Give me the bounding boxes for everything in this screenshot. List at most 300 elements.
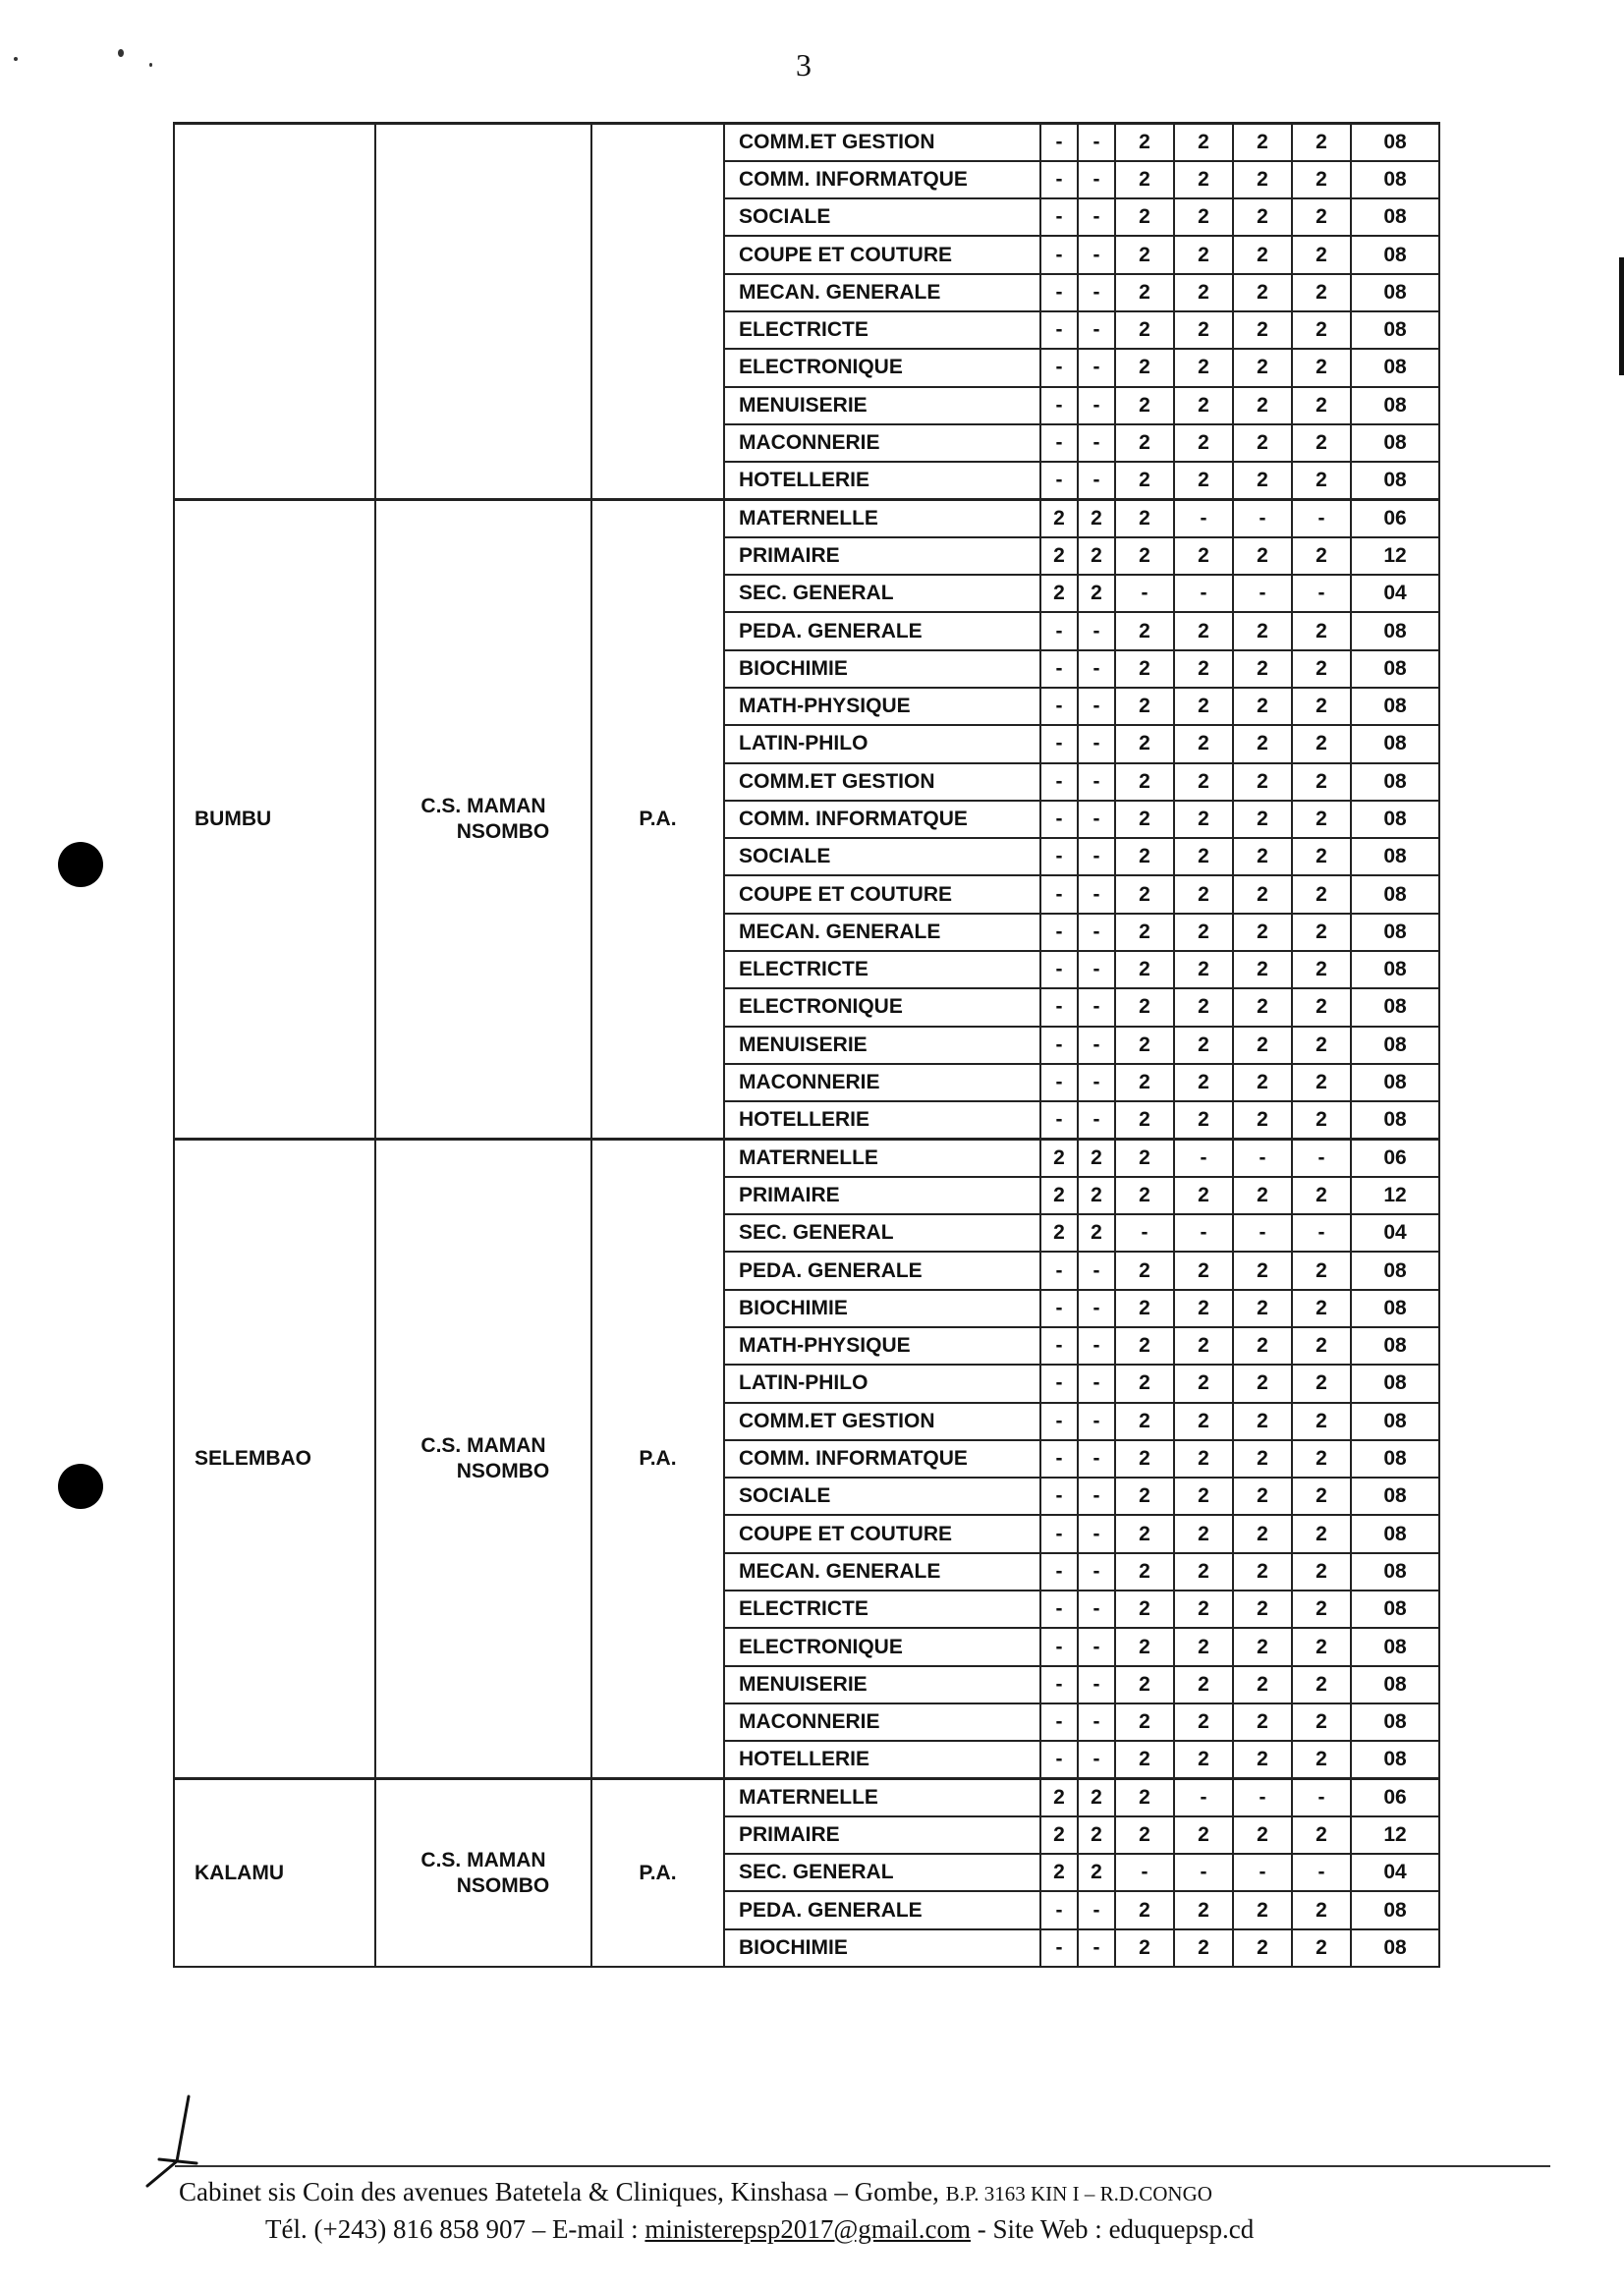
count-cell: -	[1040, 875, 1078, 913]
count-cell: -	[1078, 1929, 1115, 1967]
centre-name-line1: C.S. MAMAN	[420, 1434, 546, 1458]
count-cell: 2	[1174, 1064, 1233, 1101]
count-cell: 2	[1233, 1440, 1292, 1478]
count-cell: 2	[1233, 1252, 1292, 1289]
count-cell: 2	[1040, 1177, 1078, 1214]
count-cell: 2	[1174, 725, 1233, 762]
count-cell: 2	[1292, 1290, 1351, 1327]
count-cell: 2	[1040, 537, 1078, 575]
count-cell: 2	[1174, 1327, 1233, 1365]
count-cell: -	[1292, 1779, 1351, 1816]
count-cell: -	[1078, 612, 1115, 649]
centre-name-line1: C.S. MAMAN	[420, 794, 546, 817]
option-cell: MECAN. GENERALE	[724, 274, 1040, 311]
option-cell: COUPE ET COUTURE	[724, 236, 1040, 273]
count-cell: 2	[1292, 349, 1351, 386]
count-cell: -	[1078, 1515, 1115, 1552]
count-cell: 2	[1292, 124, 1351, 161]
option-cell: PRIMAIRE	[724, 1177, 1040, 1214]
count-cell: 2	[1292, 1553, 1351, 1591]
count-cell: -	[1040, 1591, 1078, 1628]
count-cell: -	[1040, 1666, 1078, 1703]
count-cell: -	[1040, 1252, 1078, 1289]
count-cell: 2	[1174, 462, 1233, 499]
count-cell: -	[1040, 124, 1078, 161]
total-cell: 08	[1351, 1929, 1439, 1967]
total-cell: 08	[1351, 1403, 1439, 1440]
count-cell: -	[1078, 274, 1115, 311]
count-cell: 2	[1078, 1816, 1115, 1854]
count-cell: 2	[1233, 1666, 1292, 1703]
total-cell: 06	[1351, 1140, 1439, 1177]
count-cell: -	[1078, 1365, 1115, 1402]
count-cell: 2	[1292, 763, 1351, 801]
centre-cell	[375, 1779, 591, 1967]
count-cell: 2	[1292, 1628, 1351, 1665]
count-cell: 2	[1174, 349, 1233, 386]
option-cell: SEC. GENERAL	[724, 1214, 1040, 1252]
count-cell: 2	[1115, 1553, 1174, 1591]
count-cell: -	[1078, 1403, 1115, 1440]
count-cell: -	[1233, 499, 1292, 536]
count-cell: 2	[1040, 1140, 1078, 1177]
total-cell: 08	[1351, 462, 1439, 499]
total-cell: 04	[1351, 1214, 1439, 1252]
count-cell: 2	[1233, 914, 1292, 951]
count-cell: 2	[1174, 387, 1233, 424]
option-cell: MACONNERIE	[724, 1064, 1040, 1101]
count-cell: -	[1078, 688, 1115, 725]
count-cell: -	[1174, 1214, 1233, 1252]
option-cell: BIOCHIMIE	[724, 1290, 1040, 1327]
count-cell: 2	[1115, 462, 1174, 499]
count-cell: -	[1078, 650, 1115, 688]
total-cell: 08	[1351, 688, 1439, 725]
count-cell: 2	[1233, 763, 1292, 801]
count-cell: 2	[1292, 1252, 1351, 1289]
option-cell: MECAN. GENERALE	[724, 914, 1040, 951]
type-cell: P.A.	[591, 499, 724, 1139]
count-cell: 2	[1233, 988, 1292, 1026]
count-cell: 2	[1078, 499, 1115, 536]
total-cell: 08	[1351, 914, 1439, 951]
scan-speck	[149, 63, 152, 67]
count-cell: -	[1040, 1064, 1078, 1101]
count-cell: -	[1078, 236, 1115, 273]
option-cell: COUPE ET COUTURE	[724, 875, 1040, 913]
option-cell: HOTELLERIE	[724, 462, 1040, 499]
count-cell: 2	[1174, 875, 1233, 913]
total-cell: 06	[1351, 1779, 1439, 1816]
count-cell: -	[1040, 1403, 1078, 1440]
footer-address	[179, 2177, 1212, 2207]
count-cell: 2	[1174, 1515, 1233, 1552]
count-cell: -	[1233, 575, 1292, 612]
centre-name-line1: C.S. MAMAN	[420, 1848, 546, 1871]
count-cell: -	[1078, 801, 1115, 838]
count-cell: 2	[1115, 1140, 1174, 1177]
count-cell: 2	[1174, 236, 1233, 273]
count-cell: 2	[1115, 688, 1174, 725]
count-cell: -	[1040, 1515, 1078, 1552]
count-cell: 2	[1115, 763, 1174, 801]
count-cell: 2	[1115, 1929, 1174, 1967]
centre-cell	[375, 1140, 591, 1779]
option-cell: COMM.ET GESTION	[724, 124, 1040, 161]
count-cell: -	[1078, 161, 1115, 198]
count-cell: -	[1040, 1027, 1078, 1064]
count-cell: 2	[1115, 1365, 1174, 1402]
count-cell: 2	[1292, 198, 1351, 236]
option-cell: MATERNELLE	[724, 1779, 1040, 1816]
count-cell: -	[1040, 1891, 1078, 1928]
total-cell: 08	[1351, 387, 1439, 424]
total-cell: 08	[1351, 198, 1439, 236]
count-cell: -	[1078, 1478, 1115, 1515]
count-cell: -	[1040, 462, 1078, 499]
total-cell: 04	[1351, 575, 1439, 612]
total-cell: 08	[1351, 1703, 1439, 1741]
total-cell: 12	[1351, 1816, 1439, 1854]
count-cell: 2	[1174, 951, 1233, 988]
count-cell: -	[1078, 1327, 1115, 1365]
count-cell: -	[1078, 1553, 1115, 1591]
count-cell: 2	[1040, 1854, 1078, 1891]
option-cell: ELECTRICTE	[724, 951, 1040, 988]
count-cell: -	[1078, 387, 1115, 424]
count-cell: 2	[1115, 875, 1174, 913]
count-cell: -	[1292, 1854, 1351, 1891]
type-cell: P.A.	[591, 1140, 724, 1779]
count-cell: -	[1174, 575, 1233, 612]
count-cell: 2	[1115, 1252, 1174, 1289]
count-cell: 2	[1292, 1403, 1351, 1440]
count-cell: 2	[1115, 236, 1174, 273]
count-cell: 2	[1292, 274, 1351, 311]
total-cell: 08	[1351, 1290, 1439, 1327]
count-cell: -	[1040, 1628, 1078, 1665]
count-cell: 2	[1233, 1027, 1292, 1064]
count-cell: 2	[1174, 1101, 1233, 1139]
count-cell: 2	[1115, 1515, 1174, 1552]
count-cell: -	[1115, 1214, 1174, 1252]
commune-cell	[174, 124, 375, 500]
option-cell: PRIMAIRE	[724, 1816, 1040, 1854]
count-cell: 2	[1115, 1666, 1174, 1703]
count-cell: -	[1040, 801, 1078, 838]
total-cell: 08	[1351, 311, 1439, 349]
count-cell: 2	[1115, 1403, 1174, 1440]
count-cell: -	[1292, 575, 1351, 612]
total-cell: 08	[1351, 1101, 1439, 1139]
count-cell: 2	[1174, 1703, 1233, 1741]
count-cell: 2	[1115, 349, 1174, 386]
count-cell: 2	[1233, 387, 1292, 424]
option-cell: MATERNELLE	[724, 499, 1040, 536]
total-cell: 12	[1351, 1177, 1439, 1214]
count-cell: 2	[1115, 198, 1174, 236]
count-cell: 2	[1174, 1929, 1233, 1967]
count-cell: 2	[1233, 424, 1292, 462]
centre-cell	[375, 124, 591, 500]
count-cell: 2	[1115, 801, 1174, 838]
centre-name-line2: NSOMBO	[456, 1460, 550, 1483]
count-cell: -	[1040, 1741, 1078, 1778]
count-cell: -	[1078, 1591, 1115, 1628]
count-cell: -	[1040, 1703, 1078, 1741]
count-cell: 2	[1174, 311, 1233, 349]
count-cell: 2	[1174, 274, 1233, 311]
count-cell: 2	[1292, 1515, 1351, 1552]
count-cell: -	[1292, 499, 1351, 536]
count-cell: -	[1174, 1140, 1233, 1177]
count-cell: 2	[1292, 236, 1351, 273]
total-cell: 08	[1351, 801, 1439, 838]
option-cell: LATIN-PHILO	[724, 1365, 1040, 1402]
total-cell: 08	[1351, 1478, 1439, 1515]
count-cell: -	[1078, 462, 1115, 499]
footer-email-link[interactable]: ministerepsp2017@gmail.com	[644, 2214, 971, 2244]
count-cell: 2	[1174, 198, 1233, 236]
footer-contact	[265, 2214, 1254, 2245]
count-cell: 2	[1292, 1666, 1351, 1703]
count-cell: 2	[1174, 914, 1233, 951]
page-number: 3	[796, 47, 812, 83]
count-cell: 2	[1292, 1440, 1351, 1478]
footer-address-postal: B.P. 3163 KIN I – R.D.CONGO	[945, 2182, 1212, 2205]
total-cell: 06	[1351, 499, 1439, 536]
count-cell: -	[1040, 1101, 1078, 1139]
count-cell: 2	[1174, 424, 1233, 462]
option-cell: MACONNERIE	[724, 424, 1040, 462]
count-cell: 2	[1174, 1553, 1233, 1591]
count-cell: 2	[1078, 1214, 1115, 1252]
count-cell: -	[1078, 349, 1115, 386]
count-cell: 2	[1078, 1779, 1115, 1816]
count-cell: 2	[1233, 1290, 1292, 1327]
count-cell: -	[1040, 424, 1078, 462]
count-cell: -	[1174, 499, 1233, 536]
count-cell: 2	[1233, 1478, 1292, 1515]
count-cell: 2	[1233, 198, 1292, 236]
commune-cell: KALAMU	[174, 1779, 375, 1967]
count-cell: 2	[1174, 688, 1233, 725]
count-cell: -	[1078, 1064, 1115, 1101]
option-cell: MATERNELLE	[724, 1140, 1040, 1177]
option-cell: COMM. INFORMATQUE	[724, 161, 1040, 198]
count-cell: -	[1233, 1214, 1292, 1252]
count-cell: -	[1040, 161, 1078, 198]
count-cell: -	[1040, 1478, 1078, 1515]
total-cell: 08	[1351, 1365, 1439, 1402]
count-cell: 2	[1292, 462, 1351, 499]
total-cell: 08	[1351, 1027, 1439, 1064]
count-cell: 2	[1115, 1816, 1174, 1854]
option-cell: MECAN. GENERALE	[724, 1553, 1040, 1591]
count-cell: 2	[1292, 1591, 1351, 1628]
option-cell: PEDA. GENERALE	[724, 1891, 1040, 1928]
count-cell: 2	[1174, 763, 1233, 801]
scan-speck	[118, 49, 124, 57]
option-cell: COMM. INFORMATQUE	[724, 801, 1040, 838]
count-cell: 2	[1233, 650, 1292, 688]
total-cell: 08	[1351, 612, 1439, 649]
total-cell: 08	[1351, 988, 1439, 1026]
option-cell: SOCIALE	[724, 198, 1040, 236]
option-cell: SEC. GENERAL	[724, 1854, 1040, 1891]
count-cell: 2	[1115, 914, 1174, 951]
count-cell: 2	[1292, 1891, 1351, 1928]
count-cell: 2	[1292, 1478, 1351, 1515]
count-cell: -	[1040, 725, 1078, 762]
count-cell: 2	[1174, 1440, 1233, 1478]
count-cell: -	[1040, 387, 1078, 424]
count-cell: 2	[1115, 424, 1174, 462]
count-cell: -	[1078, 1252, 1115, 1289]
count-cell: 2	[1174, 650, 1233, 688]
count-cell: 2	[1174, 1365, 1233, 1402]
count-cell: -	[1040, 951, 1078, 988]
total-cell: 08	[1351, 1252, 1439, 1289]
count-cell: 2	[1292, 311, 1351, 349]
count-cell: -	[1292, 1214, 1351, 1252]
count-cell: 2	[1040, 1816, 1078, 1854]
count-cell: 2	[1233, 1515, 1292, 1552]
count-cell: -	[1040, 763, 1078, 801]
total-cell: 08	[1351, 875, 1439, 913]
option-cell: COMM.ET GESTION	[724, 763, 1040, 801]
count-cell: 2	[1115, 951, 1174, 988]
count-cell: -	[1040, 1553, 1078, 1591]
option-cell: PEDA. GENERALE	[724, 1252, 1040, 1289]
count-cell: 2	[1174, 1891, 1233, 1928]
option-cell: MENUISERIE	[724, 1027, 1040, 1064]
option-cell: COUPE ET COUTURE	[724, 1515, 1040, 1552]
option-cell: HOTELLERIE	[724, 1741, 1040, 1778]
total-cell: 08	[1351, 161, 1439, 198]
count-cell: 2	[1233, 951, 1292, 988]
count-cell: -	[1040, 988, 1078, 1026]
count-cell: -	[1040, 914, 1078, 951]
total-cell: 08	[1351, 124, 1439, 161]
count-cell: 2	[1115, 1064, 1174, 1101]
total-cell: 08	[1351, 1891, 1439, 1928]
count-cell: 2	[1233, 725, 1292, 762]
count-cell: 2	[1233, 1365, 1292, 1402]
count-cell: 2	[1233, 1628, 1292, 1665]
count-cell: 2	[1292, 988, 1351, 1026]
total-cell: 08	[1351, 1591, 1439, 1628]
count-cell: 2	[1115, 274, 1174, 311]
count-cell: 2	[1233, 1403, 1292, 1440]
total-cell: 08	[1351, 1553, 1439, 1591]
count-cell: -	[1078, 1290, 1115, 1327]
signature-mark	[138, 2093, 206, 2191]
count-cell: -	[1040, 1327, 1078, 1365]
option-cell: ELECTRONIQUE	[724, 349, 1040, 386]
total-cell: 08	[1351, 424, 1439, 462]
count-cell: -	[1078, 1703, 1115, 1741]
footer-rule	[175, 2165, 1550, 2167]
count-cell: 2	[1115, 161, 1174, 198]
count-cell: -	[1078, 424, 1115, 462]
count-cell: 2	[1233, 688, 1292, 725]
count-cell: 2	[1115, 537, 1174, 575]
count-cell: 2	[1174, 1478, 1233, 1515]
centre-name-line2: NSOMBO	[456, 1873, 550, 1897]
count-cell: -	[1040, 1290, 1078, 1327]
count-cell: 2	[1174, 1628, 1233, 1665]
count-cell: 2	[1115, 1741, 1174, 1778]
count-cell: -	[1040, 650, 1078, 688]
count-cell: -	[1040, 1365, 1078, 1402]
count-cell: 2	[1115, 387, 1174, 424]
option-cell: PRIMAIRE	[724, 537, 1040, 575]
count-cell: 2	[1115, 612, 1174, 649]
count-cell: -	[1078, 838, 1115, 875]
centre-name-line2: NSOMBO	[456, 819, 550, 843]
count-cell: -	[1040, 349, 1078, 386]
count-cell: 2	[1233, 161, 1292, 198]
count-cell: 2	[1233, 1177, 1292, 1214]
count-cell: 2	[1040, 1214, 1078, 1252]
table-row	[174, 1779, 1439, 1816]
count-cell: 2	[1292, 1327, 1351, 1365]
table-row	[174, 124, 1439, 161]
total-cell: 12	[1351, 537, 1439, 575]
option-cell: MATH-PHYSIQUE	[724, 688, 1040, 725]
count-cell: 2	[1174, 161, 1233, 198]
option-cell: PEDA. GENERALE	[724, 612, 1040, 649]
scan-speck	[14, 57, 18, 61]
count-cell: -	[1078, 1628, 1115, 1665]
type-cell	[591, 124, 724, 500]
count-cell: 2	[1115, 1478, 1174, 1515]
count-cell: 2	[1115, 1703, 1174, 1741]
total-cell: 08	[1351, 1440, 1439, 1478]
total-cell: 08	[1351, 1741, 1439, 1778]
count-cell: 2	[1233, 124, 1292, 161]
count-cell: 2	[1040, 1779, 1078, 1816]
count-cell: 2	[1174, 801, 1233, 838]
option-cell: MENUISERIE	[724, 1666, 1040, 1703]
total-cell: 04	[1351, 1854, 1439, 1891]
count-cell: 2	[1292, 1929, 1351, 1967]
option-cell: BIOCHIMIE	[724, 1929, 1040, 1967]
count-cell: -	[1078, 198, 1115, 236]
count-cell: 2	[1233, 1891, 1292, 1928]
count-cell: 2	[1233, 1064, 1292, 1101]
option-cell: SOCIALE	[724, 838, 1040, 875]
count-cell: -	[1078, 988, 1115, 1026]
count-cell: 2	[1174, 124, 1233, 161]
footer-phone: Tél. (+243) 816 858 907 – E-mail :	[265, 2214, 639, 2244]
count-cell: -	[1078, 1891, 1115, 1928]
count-cell: 2	[1174, 1666, 1233, 1703]
count-cell: -	[1078, 1666, 1115, 1703]
count-cell: 2	[1292, 875, 1351, 913]
table-row	[174, 499, 1439, 536]
count-cell: -	[1233, 1140, 1292, 1177]
count-cell: 2	[1233, 1327, 1292, 1365]
count-cell: 2	[1292, 161, 1351, 198]
count-cell: 2	[1292, 650, 1351, 688]
count-cell: 2	[1292, 1027, 1351, 1064]
count-cell: 2	[1174, 1177, 1233, 1214]
count-cell: -	[1078, 951, 1115, 988]
count-cell: 2	[1233, 612, 1292, 649]
option-cell: ELECTRICTE	[724, 311, 1040, 349]
